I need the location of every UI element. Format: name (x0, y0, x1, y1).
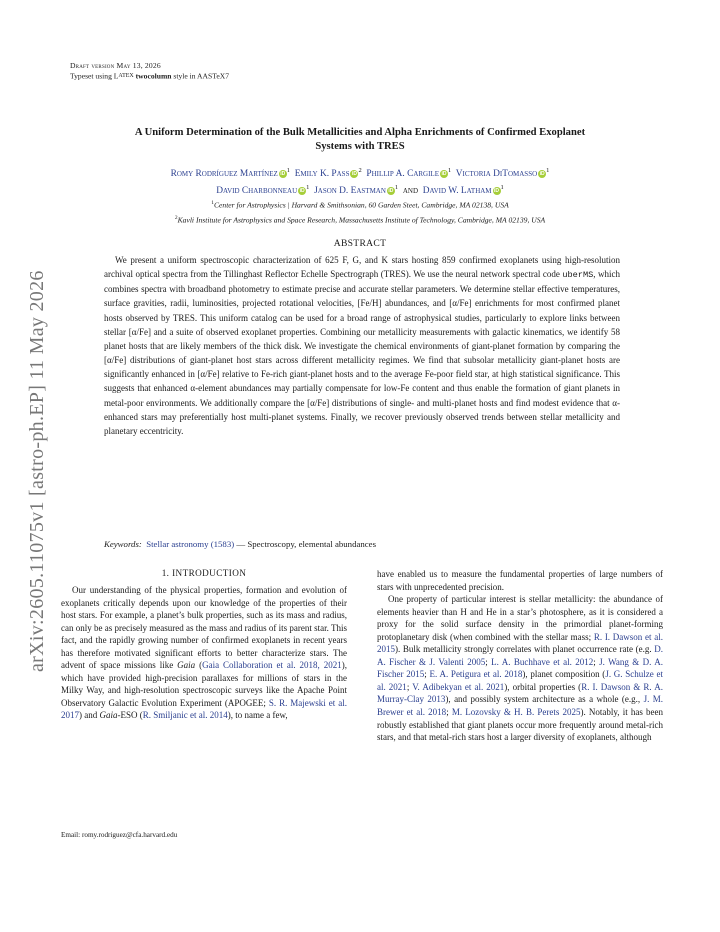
citation-link[interactable]: R. I. Dawson & R. A. Murray-Clay 2013 (377, 681, 663, 705)
author-line-2: David Charbonneau $iD^1$ Jason D. Eastman $iD^1$ and David W. Latham $iD^1$ (216, 184, 504, 197)
citation-link[interactable]: V. Adibekyan et al. 2021 (412, 681, 505, 692)
author-name[interactable]: David W. Latham (422, 186, 492, 197)
author-line-1: Romy Rodríguez Martínez $iD^1$ Emily K. Pass $iD^2$ Phillip A. Cargile $iD^1$ Victoria DiTomasso $iD^1$ (170, 167, 550, 180)
author-list (70, 164, 650, 198)
draft-header (70, 61, 229, 82)
citation-link[interactable]: J. M. Brewer et al. 2018 (377, 694, 663, 718)
author-name[interactable]: Romy Rodríguez Martínez (170, 169, 278, 180)
abstract-heading: ABSTRACT (333, 238, 387, 249)
author-name[interactable]: Jason D. Eastman (314, 186, 386, 197)
citation-link[interactable]: L. A. Buchhave et al. 2012 (491, 656, 594, 667)
author-conjunction: and (402, 186, 419, 197)
keyword-link[interactable]: Stellar astronomy (1583) (146, 539, 235, 549)
author-name[interactable]: Victoria DiTomasso (455, 169, 538, 180)
intro-paragraph-2: One property of particular interest is stellar metallicity: the abundance of elements heavier than H and He in a star’s photosphere, as it is considered a proxy for the solid surface density in the primordial planet-forming protoplanetary disk (when combined with the stellar mass; R. I. Dawson et al. 2015). Bulk metallicity strongly correlates with planet occurrence rate (e.g. D. A. Fischer & J. Valenti 2005; L. A. Buchhave et al. 2012; J. Wang & D. A. Fischer 2015; E. A. Petigura et al. 2018), planet composition (J. G. Schulze et al. 2021; V. Adibekyan et al. 2021), orbital properties (R. I. Dawson & R. A. Murray-Clay 2013), and possibly system architecture as a whole (e.g., J. M. Brewer et al. 2018; M. Lozovsky & H. B. Perets 2025). Notably, it has been robustly established that giant planets occur more frequently around metal-rich stars, and that metal-rich stars host a larger diversity of exoplanets, although (377, 594, 663, 743)
orcid-icon[interactable]: iD (494, 188, 500, 195)
orcid-icon[interactable]: iD (299, 188, 305, 195)
paper-title (60, 126, 660, 153)
citation-link[interactable]: J. Wang & D. A. Fischer 2015 (377, 656, 663, 680)
corresponding-email[interactable]: Email: romy.rodriguez@cfa.harvard.edu (61, 831, 178, 839)
intro-paragraph-1: Our understanding of the physical properties, formation and evolution of exoplanets critically depends upon our knowledge of the properties of their host stars. For example, a planet’s bulk properties, such as its mass and radius, can only be as precisely measured as the mass and radius of its parent star. This fact, and the rapidly growing number of confirmed exoplanets in recent years has therefore motivated significant efforts to better characterize stars. The advent of space missions like Gaia (Gaia Collaboration et al. 2018, 2021), which have provided high-precision parallaxes for millions of stars in the Milky Way, and high-resolution spectroscopic surveys like the Apache Point Observatory Galactic Evolution Experiment (APOGEE; S. R. Majewski et al. 2017) and Gaia-ESO (R. Smiljanic et al. 2014), to name a few, (61, 585, 347, 721)
orcid-icon[interactable]: iD (280, 171, 286, 178)
intro-paragraph-1-continued: have enabled us to measure the fundamental properties of large numbers of stars with unprecedented precision. (377, 569, 663, 592)
right-column (377, 568, 663, 744)
author-name[interactable]: David Charbonneau (216, 186, 298, 197)
code-name: uberMS (562, 270, 594, 281)
citation-link[interactable]: E. A. Petigura et al. 2018 (429, 669, 523, 680)
left-column (61, 567, 347, 722)
typeset-line: Typeset using LATEX twocolumn style in AASTeX7 (70, 71, 229, 81)
title-line-2: Systems with TRES (315, 140, 405, 152)
affiliation-1: $^1$Center for Astrophysics | Harvard & Smithsonian, 60 Garden Steet, Cambridge, MA 02138, USA (211, 200, 509, 210)
citation-link[interactable]: S. R. Majewski et al. 2017 (61, 697, 347, 721)
affiliation-2: $^2$Kavli Institute for Astrophysics and Space Research, Massachusetts Institute of Technology, Cambridge, MA 02139, USA (174, 214, 546, 225)
abstract-body: We present a uniform spectroscopic characterization of 625 F, G, and K stars hosting 859 confirmed exoplanets using high-resolution archival optical spectra from the Tillinghast Reflector Echelle Spectrograph (TRES). We use the neural network spectral code uberMS, which combines spectra with broadband photometry to estimate precise and accurate stellar parameters. We determine stellar effective temperatures, surface gravities, radii, luminosities, projected rotational velocities, [Fe/H] abundances, and [α/Fe] enrichments for most confirmed planet hosts observed by TRES. This uniform catalog can be used for a broad range of astrophysical studies, particularly to explore links between stellar [α/Fe] and a suite of observed exoplanet properties. Combining our metallicity measurements with galactic kinematics, we identify 58 planet hosts that are likely members of the thick disk. We investigate the chemical environments of giant-planet formation by comparing the [α/Fe] distributions of giant-planet host stars across different metallicity regimes. We find that subsolar metallicity giant-planet hosts are significantly enhanced in [α/Fe] relative to Fe-rich giant-planet hosts and to the average Fe-poor field star, at high statistical significance. This suggests that enhanced α-element abundances may partially compensate for low-Fe content and thus enable the formation of giant planets in metal-poor environments. We additionally compare the [α/Fe] distributions of single- and multi-planet hosts and find modest evidence that α-enhanced stars may preferentially host multi-planet systems. Finally, we recover previously observed trends between stellar metallicity and planetary eccentricity. (104, 255, 620, 436)
citation-link[interactable]: R. I. Dawson et al. 2015 (377, 631, 663, 655)
draft-version-line: Draft version May 13, 2026 (70, 61, 161, 70)
keywords-label: Keywords: (104, 539, 142, 549)
citation-link[interactable]: Gaia Collaboration et al. 2018, 2021 (202, 660, 342, 671)
orcid-icon[interactable]: iD (388, 188, 394, 195)
keywords: Keywords: Stellar astronomy (1583) — Spectroscopy, elemental abundances (104, 539, 376, 549)
author-name[interactable]: Phillip A. Cargile (366, 169, 439, 180)
orcid-icon[interactable]: iD (539, 171, 545, 178)
title-line-1: A Uniform Determination of the Bulk Metallicities and Alpha Enrichments of Confirmed Exoplanet (134, 127, 586, 138)
section-heading-introduction: 1. INTRODUCTION (161, 568, 247, 578)
arxiv-identifier-stamp: arXiv:2605.11075v1 [astro-ph.EP] 11 May 2026 (26, 270, 48, 672)
citation-link[interactable]: J. G. Schulze et al. 2021 (377, 669, 663, 692)
affiliations (70, 197, 650, 226)
orcid-icon[interactable]: iD (441, 171, 447, 178)
citation-link[interactable]: D. A. Fischer & J. Valenti 2005 (377, 644, 663, 667)
citation-link[interactable]: R. Smiljanic et al. 2014 (142, 710, 228, 721)
orcid-icon[interactable]: iD (351, 171, 357, 178)
author-name[interactable]: Emily K. Pass (294, 169, 350, 180)
citation-link[interactable]: M. Lozovsky & H. B. Perets 2025 (451, 707, 581, 718)
